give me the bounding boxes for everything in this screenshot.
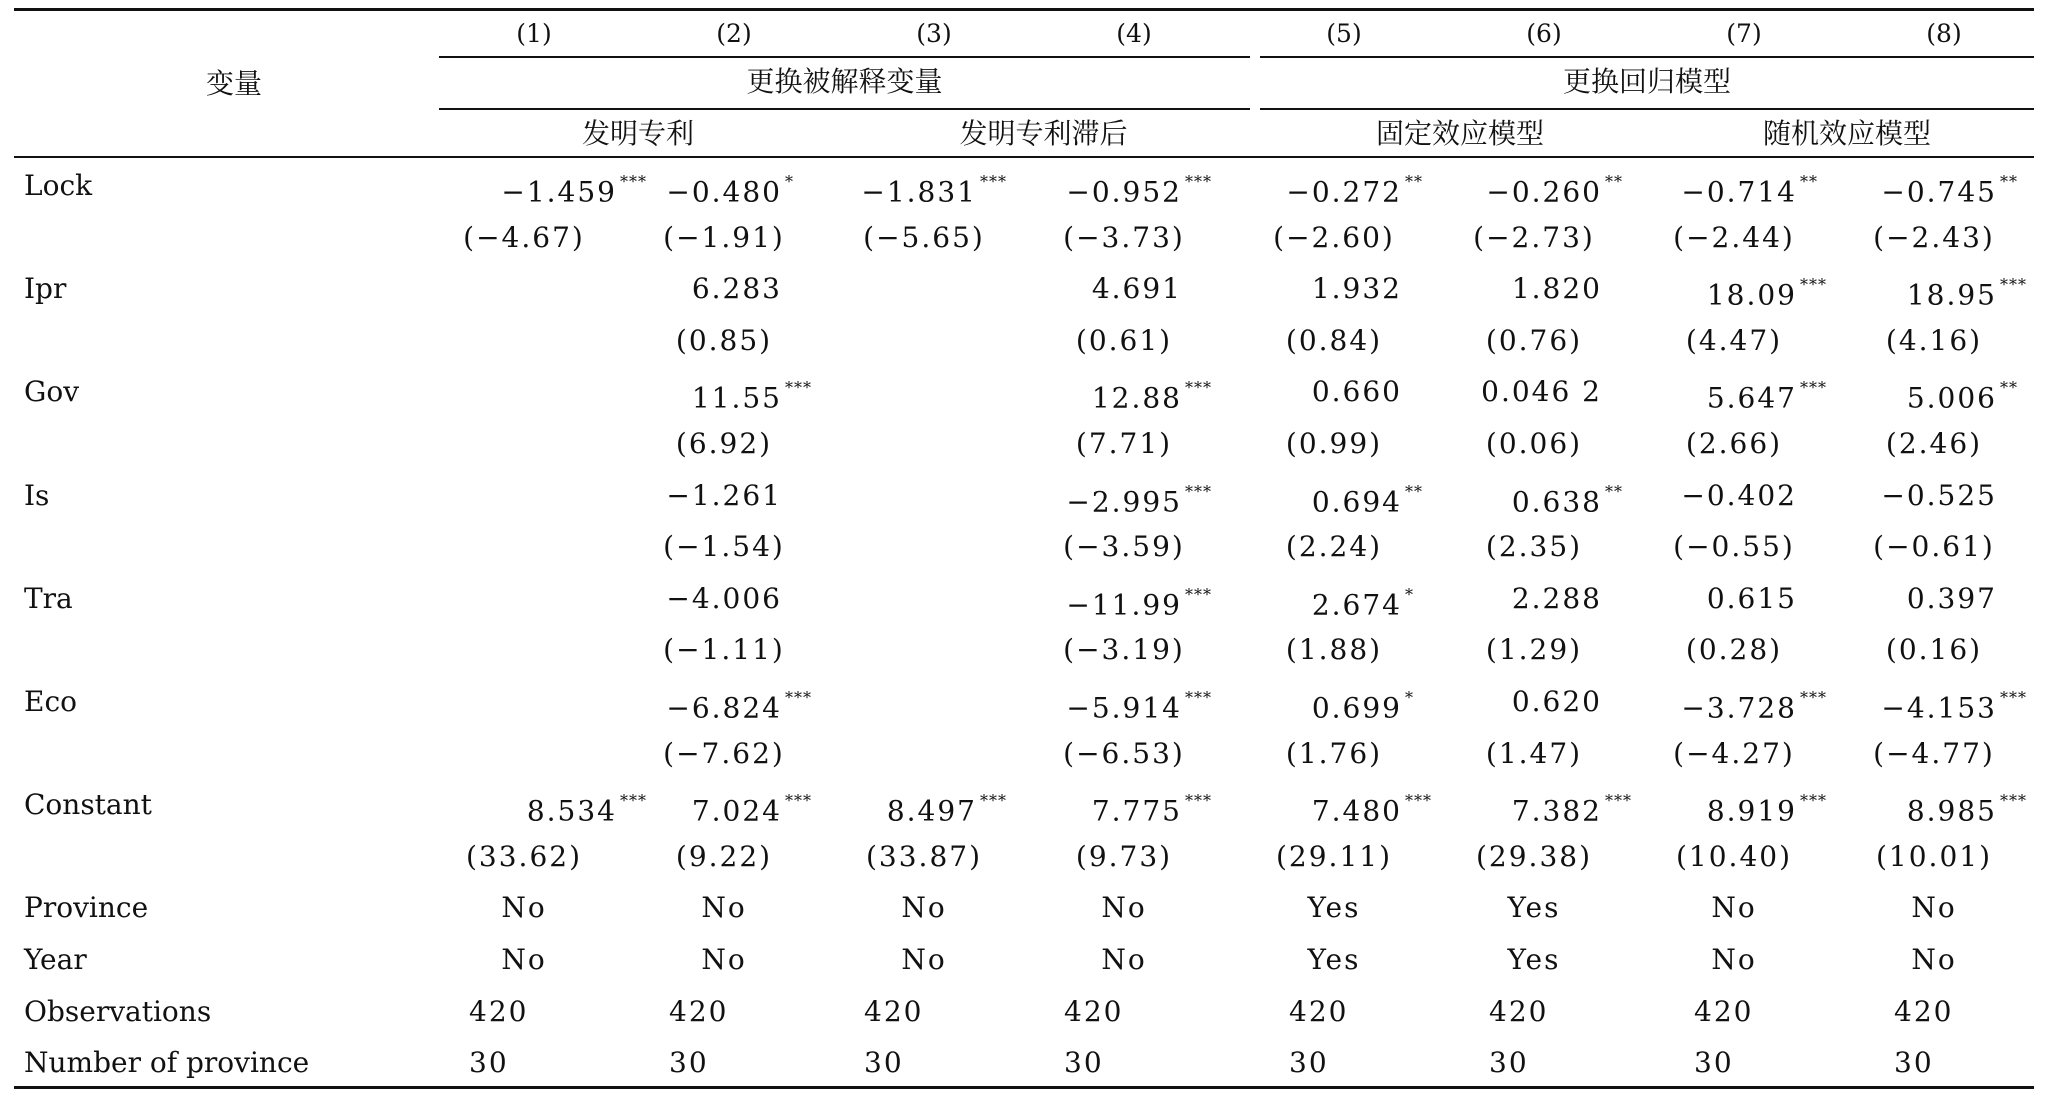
t-statistic-cell: (1.47) bbox=[1485, 736, 1583, 770]
t-statistic-cell: (10.01) bbox=[1875, 839, 1992, 873]
t-statistic-cell: (1.29) bbox=[1485, 633, 1583, 667]
significance-stars: *** bbox=[1185, 172, 1212, 191]
coefficient-cell bbox=[1029, 476, 1229, 522]
indicator-cell: No bbox=[501, 943, 547, 976]
significance-stars: ** bbox=[1800, 172, 1818, 191]
coefficient-value: −1.261 bbox=[666, 478, 782, 512]
indicator-cell: No bbox=[701, 891, 747, 925]
t-statistic-cell: (2.66) bbox=[1685, 427, 1783, 460]
significance-stars: ** bbox=[1405, 172, 1423, 191]
coefficient-value: 7.024 bbox=[691, 794, 782, 828]
coefficient-value: 6.283 bbox=[691, 272, 782, 306]
significance-stars: *** bbox=[1800, 378, 1827, 398]
t-statistic-cell: (−2.73) bbox=[1473, 220, 1595, 254]
coefficient-value: 8.497 bbox=[886, 794, 977, 828]
significance-stars: ** bbox=[2000, 172, 2018, 191]
indicator-cell: No bbox=[1101, 891, 1147, 925]
coefficient-cell bbox=[1844, 372, 2044, 418]
coefficient-value: −11.99 bbox=[1066, 588, 1182, 622]
significance-stars: *** bbox=[1800, 275, 1827, 295]
row-label: Year bbox=[24, 943, 87, 976]
t-statistic-cell: (33.62) bbox=[465, 839, 582, 873]
significance-stars: *** bbox=[785, 688, 812, 707]
t-statistic-cell: (0.61) bbox=[1075, 323, 1173, 357]
indicator-cell: Yes bbox=[1307, 891, 1361, 925]
coefficient-value: −1.459 bbox=[501, 175, 617, 209]
coefficient-value: 8.985 bbox=[1906, 794, 1997, 828]
count-cell: 30 bbox=[864, 1046, 904, 1080]
header-bottom-rule bbox=[14, 156, 2034, 158]
column-number-7: (7) bbox=[1726, 19, 1762, 48]
coefficient-cell bbox=[629, 166, 829, 212]
indicator-cell: No bbox=[1711, 943, 1757, 976]
t-statistic-cell: (−1.54) bbox=[663, 530, 785, 564]
variable-header: 变量 bbox=[205, 67, 262, 100]
t-statistic-cell: (6.92) bbox=[675, 427, 773, 460]
coefficient-cell bbox=[1844, 166, 2044, 212]
t-statistic-cell: (9.73) bbox=[1075, 839, 1173, 873]
coefficient-value: −4.006 bbox=[666, 581, 782, 615]
coefficient-cell bbox=[1029, 785, 1229, 831]
significance-stars: *** bbox=[980, 172, 1007, 191]
significance-stars: *** bbox=[1800, 791, 1827, 811]
coefficient-value: 1.932 bbox=[1311, 272, 1402, 306]
coefficient-value: 2.674 bbox=[1311, 588, 1402, 622]
row-label: Gov bbox=[24, 375, 80, 409]
coefficient-cell bbox=[1644, 166, 1844, 212]
t-statistic-cell: (−4.77) bbox=[1873, 736, 1995, 770]
t-statistic-cell: (2.24) bbox=[1285, 530, 1383, 564]
coefficient-cell bbox=[1844, 579, 2044, 619]
regression-table bbox=[14, 8, 2034, 1090]
indicator-cell: No bbox=[701, 943, 747, 976]
significance-stars: *** bbox=[1185, 584, 1212, 604]
coefficient-value: 7.480 bbox=[1311, 794, 1402, 828]
top-rule bbox=[14, 8, 2034, 11]
indicator-cell: No bbox=[1911, 943, 1957, 976]
coefficient-value: −0.480 bbox=[666, 175, 782, 209]
t-statistic-cell: (−7.62) bbox=[663, 736, 785, 770]
coefficient-value: 0.694 bbox=[1311, 484, 1402, 518]
coefficient-value: −2.995 bbox=[1066, 484, 1182, 518]
t-statistic-cell: (−2.60) bbox=[1273, 220, 1395, 254]
coefficient-value: −0.402 bbox=[1681, 478, 1797, 512]
count-cell: 420 bbox=[669, 994, 729, 1028]
coefficient-cell bbox=[1029, 269, 1229, 309]
t-statistic-cell: (9.22) bbox=[675, 839, 773, 873]
t-statistic-cell: (−3.73) bbox=[1063, 220, 1185, 254]
cline-group-1 bbox=[439, 56, 1250, 58]
coefficient-value: 18.95 bbox=[1906, 278, 1997, 312]
coefficient-cell bbox=[1844, 785, 2044, 831]
group-header-replace-model: 更换回归模型 bbox=[1562, 65, 1731, 98]
coefficient-cell bbox=[629, 785, 829, 831]
coefficient-value: −0.260 bbox=[1486, 175, 1602, 209]
indicator-cell: No bbox=[901, 943, 947, 976]
t-statistic-cell: (0.16) bbox=[1885, 633, 1983, 667]
coefficient-value: 8.919 bbox=[1706, 794, 1797, 828]
indicator-cell: No bbox=[901, 891, 947, 925]
column-number-4: (4) bbox=[1116, 19, 1152, 48]
t-statistic-cell: (10.40) bbox=[1675, 839, 1792, 873]
significance-stars: * bbox=[1405, 688, 1414, 707]
coefficient-value: −5.914 bbox=[1066, 691, 1182, 725]
count-cell: 30 bbox=[669, 1046, 709, 1080]
coefficient-value: 0.620 bbox=[1511, 685, 1602, 718]
cline-sub-2 bbox=[1260, 108, 2034, 110]
significance-stars: ** bbox=[2000, 378, 2018, 398]
t-statistic-cell: (−5.65) bbox=[863, 220, 985, 254]
coefficient-cell bbox=[629, 579, 829, 619]
t-statistic-cell: (4.16) bbox=[1885, 323, 1983, 357]
coefficient-cell bbox=[629, 269, 829, 309]
row-label: Constant bbox=[24, 788, 152, 822]
indicator-cell: No bbox=[1711, 891, 1757, 925]
coefficient-cell bbox=[629, 476, 829, 516]
coefficient-value: −3.728 bbox=[1681, 691, 1797, 725]
coefficient-value: 18.09 bbox=[1706, 278, 1797, 312]
coefficient-cell bbox=[629, 682, 829, 728]
significance-stars: *** bbox=[1185, 481, 1212, 501]
indicator-cell: Yes bbox=[1307, 943, 1361, 976]
coefficient-cell bbox=[1844, 269, 2044, 315]
t-statistic-cell: (0.06) bbox=[1485, 427, 1583, 460]
group-header-replace-dependent: 更换被解释变量 bbox=[746, 65, 943, 98]
coefficient-value: 5.647 bbox=[1706, 381, 1797, 415]
coefficient-value: −0.952 bbox=[1066, 175, 1182, 209]
coefficient-value: −6.824 bbox=[666, 691, 782, 725]
row-label: Ipr bbox=[24, 272, 67, 306]
t-statistic-cell: (2.46) bbox=[1885, 427, 1983, 460]
significance-stars: ** bbox=[1605, 481, 1623, 501]
t-statistic-cell: (−2.44) bbox=[1673, 220, 1795, 254]
significance-stars: *** bbox=[1405, 791, 1432, 811]
subheader-fixed-effects: 固定效应模型 bbox=[1375, 117, 1544, 150]
coefficient-value: 0.046 2 bbox=[1481, 375, 1602, 409]
coefficient-value: 7.382 bbox=[1511, 794, 1602, 828]
coefficient-cell bbox=[824, 166, 1024, 212]
t-statistic-cell: (−0.61) bbox=[1873, 530, 1995, 564]
row-label: Province bbox=[24, 891, 149, 925]
column-number-1: (1) bbox=[516, 19, 552, 48]
significance-stars: * bbox=[1405, 584, 1414, 604]
t-statistic-cell: (0.76) bbox=[1485, 323, 1583, 357]
coefficient-value: −4.153 bbox=[1881, 691, 1997, 725]
count-cell: 30 bbox=[469, 1046, 509, 1080]
column-number-8: (8) bbox=[1926, 19, 1962, 48]
coefficient-value: 4.691 bbox=[1091, 272, 1182, 306]
count-cell: 420 bbox=[1489, 994, 1549, 1028]
t-statistic-cell: (33.87) bbox=[865, 839, 982, 873]
coefficient-cell bbox=[1644, 579, 1844, 619]
coefficient-value: −1.831 bbox=[861, 175, 977, 209]
coefficient-cell bbox=[1449, 269, 1649, 309]
coefficient-value: 8.534 bbox=[526, 794, 617, 828]
t-statistic-cell: (29.11) bbox=[1275, 839, 1392, 873]
significance-stars: ** bbox=[1605, 172, 1623, 191]
count-cell: 30 bbox=[1289, 1046, 1329, 1080]
coefficient-value: 1.820 bbox=[1511, 272, 1602, 306]
coefficient-cell bbox=[1644, 269, 1844, 315]
coefficient-cell bbox=[1844, 682, 2044, 728]
coefficient-cell bbox=[1249, 785, 1449, 831]
significance-stars: *** bbox=[620, 172, 647, 191]
count-cell: 420 bbox=[1289, 994, 1349, 1028]
significance-stars: *** bbox=[2000, 275, 2027, 295]
coefficient-cell bbox=[824, 785, 1024, 831]
coefficient-cell bbox=[1249, 166, 1449, 212]
coefficient-value: 12.88 bbox=[1091, 381, 1182, 415]
coefficient-cell bbox=[1249, 372, 1449, 412]
significance-stars: *** bbox=[1185, 791, 1212, 811]
t-statistic-cell: (−0.55) bbox=[1673, 530, 1795, 564]
significance-stars: *** bbox=[980, 791, 1007, 811]
subheader-invention-patent: 发明专利 bbox=[581, 117, 694, 150]
coefficient-value: 0.699 bbox=[1311, 691, 1402, 725]
column-number-3: (3) bbox=[916, 19, 952, 48]
coefficient-cell bbox=[1449, 682, 1649, 722]
significance-stars: *** bbox=[1605, 791, 1632, 811]
coefficient-cell bbox=[1844, 476, 2044, 516]
significance-stars: *** bbox=[1800, 688, 1827, 707]
t-statistic-cell: (−2.43) bbox=[1873, 220, 1995, 254]
coefficient-value: 2.288 bbox=[1511, 581, 1602, 615]
coefficient-value: 0.638 bbox=[1511, 484, 1602, 518]
row-label: Lock bbox=[24, 169, 93, 202]
significance-stars: *** bbox=[785, 791, 812, 811]
coefficient-cell bbox=[1029, 372, 1229, 418]
count-cell: 420 bbox=[864, 994, 924, 1028]
coefficient-value: 0.615 bbox=[1706, 581, 1797, 615]
significance-stars: *** bbox=[1185, 378, 1212, 398]
column-number-6: (6) bbox=[1526, 19, 1562, 48]
t-statistic-cell: (−3.59) bbox=[1063, 530, 1185, 564]
t-statistic-cell: (−3.19) bbox=[1063, 633, 1185, 667]
t-statistic-cell: (0.99) bbox=[1285, 427, 1383, 460]
significance-stars: *** bbox=[785, 378, 812, 398]
t-statistic-cell: (−4.27) bbox=[1673, 736, 1795, 770]
indicator-cell: No bbox=[1911, 891, 1957, 925]
significance-stars: *** bbox=[620, 791, 647, 811]
coefficient-cell bbox=[1249, 579, 1449, 625]
coefficient-cell bbox=[1449, 579, 1649, 619]
t-statistic-cell: (−1.91) bbox=[663, 220, 785, 254]
coefficient-value: 7.775 bbox=[1091, 794, 1182, 828]
t-statistic-cell: (0.28) bbox=[1685, 633, 1783, 667]
count-cell: 420 bbox=[1064, 994, 1124, 1028]
t-statistic-cell: (4.47) bbox=[1685, 323, 1783, 357]
t-statistic-cell: (−4.67) bbox=[463, 220, 585, 254]
t-statistic-cell: (7.71) bbox=[1075, 427, 1173, 460]
column-number-5: (5) bbox=[1326, 19, 1362, 48]
coefficient-cell bbox=[1249, 476, 1449, 522]
row-label: Eco bbox=[24, 685, 77, 718]
row-label: Is bbox=[24, 478, 50, 512]
indicator-cell: Yes bbox=[1507, 943, 1561, 976]
coefficient-cell bbox=[1644, 682, 1844, 728]
significance-stars: *** bbox=[2000, 791, 2027, 811]
coefficient-cell bbox=[1644, 372, 1844, 418]
indicator-cell: No bbox=[1101, 943, 1147, 976]
t-statistic-cell: (1.76) bbox=[1285, 736, 1383, 770]
significance-stars: ** bbox=[1405, 481, 1423, 501]
coefficient-value: −0.525 bbox=[1881, 478, 1997, 512]
significance-stars: *** bbox=[1185, 688, 1212, 707]
t-statistic-cell: (0.84) bbox=[1285, 323, 1383, 357]
t-statistic-cell: (2.35) bbox=[1485, 530, 1583, 564]
count-cell: 420 bbox=[1894, 994, 1954, 1028]
count-cell: 420 bbox=[469, 994, 529, 1028]
cline-group-2 bbox=[1260, 56, 2034, 58]
coefficient-cell bbox=[1029, 579, 1229, 625]
row-label: Number of province bbox=[24, 1046, 310, 1080]
indicator-cell: Yes bbox=[1507, 891, 1561, 925]
coefficient-value: −0.745 bbox=[1881, 175, 1997, 209]
coefficient-cell bbox=[1029, 682, 1229, 728]
coefficient-cell bbox=[1449, 372, 1649, 412]
coefficient-value: −0.714 bbox=[1681, 175, 1797, 209]
cline-sub-1 bbox=[439, 108, 1250, 110]
subheader-invention-patent-lag: 发明专利滞后 bbox=[959, 117, 1128, 150]
count-cell: 420 bbox=[1694, 994, 1754, 1028]
row-label: Tra bbox=[24, 581, 73, 615]
row-label: Observations bbox=[24, 994, 212, 1028]
coefficient-value: 0.660 bbox=[1311, 375, 1402, 409]
count-cell: 30 bbox=[1894, 1046, 1934, 1080]
coefficient-cell bbox=[1449, 476, 1649, 522]
coefficient-cell bbox=[629, 372, 829, 418]
count-cell: 30 bbox=[1489, 1046, 1529, 1080]
bottom-rule bbox=[14, 1086, 2034, 1089]
significance-stars: *** bbox=[2000, 688, 2027, 707]
column-number-2: (2) bbox=[716, 19, 752, 48]
indicator-cell: No bbox=[501, 891, 547, 925]
coefficient-value: 5.006 bbox=[1906, 381, 1997, 415]
coefficient-cell bbox=[1644, 476, 1844, 516]
coefficient-cell bbox=[1644, 785, 1844, 831]
coefficient-value: −0.272 bbox=[1286, 175, 1402, 209]
t-statistic-cell: (−1.11) bbox=[663, 633, 785, 667]
coefficient-cell bbox=[1449, 785, 1649, 831]
coefficient-cell bbox=[1249, 269, 1449, 309]
count-cell: 30 bbox=[1694, 1046, 1734, 1080]
coefficient-value: 11.55 bbox=[691, 381, 782, 415]
t-statistic-cell: (0.85) bbox=[675, 323, 773, 357]
t-statistic-cell: (1.88) bbox=[1285, 633, 1383, 667]
count-cell: 30 bbox=[1064, 1046, 1104, 1080]
significance-stars: * bbox=[785, 172, 794, 191]
coefficient-cell bbox=[1029, 166, 1229, 212]
subheader-random-effects: 随机效应模型 bbox=[1762, 117, 1931, 150]
coefficient-cell bbox=[1449, 166, 1649, 212]
t-statistic-cell: (−6.53) bbox=[1063, 736, 1185, 770]
coefficient-value: 0.397 bbox=[1906, 581, 1997, 615]
coefficient-cell bbox=[1249, 682, 1449, 728]
t-statistic-cell: (29.38) bbox=[1475, 839, 1592, 873]
